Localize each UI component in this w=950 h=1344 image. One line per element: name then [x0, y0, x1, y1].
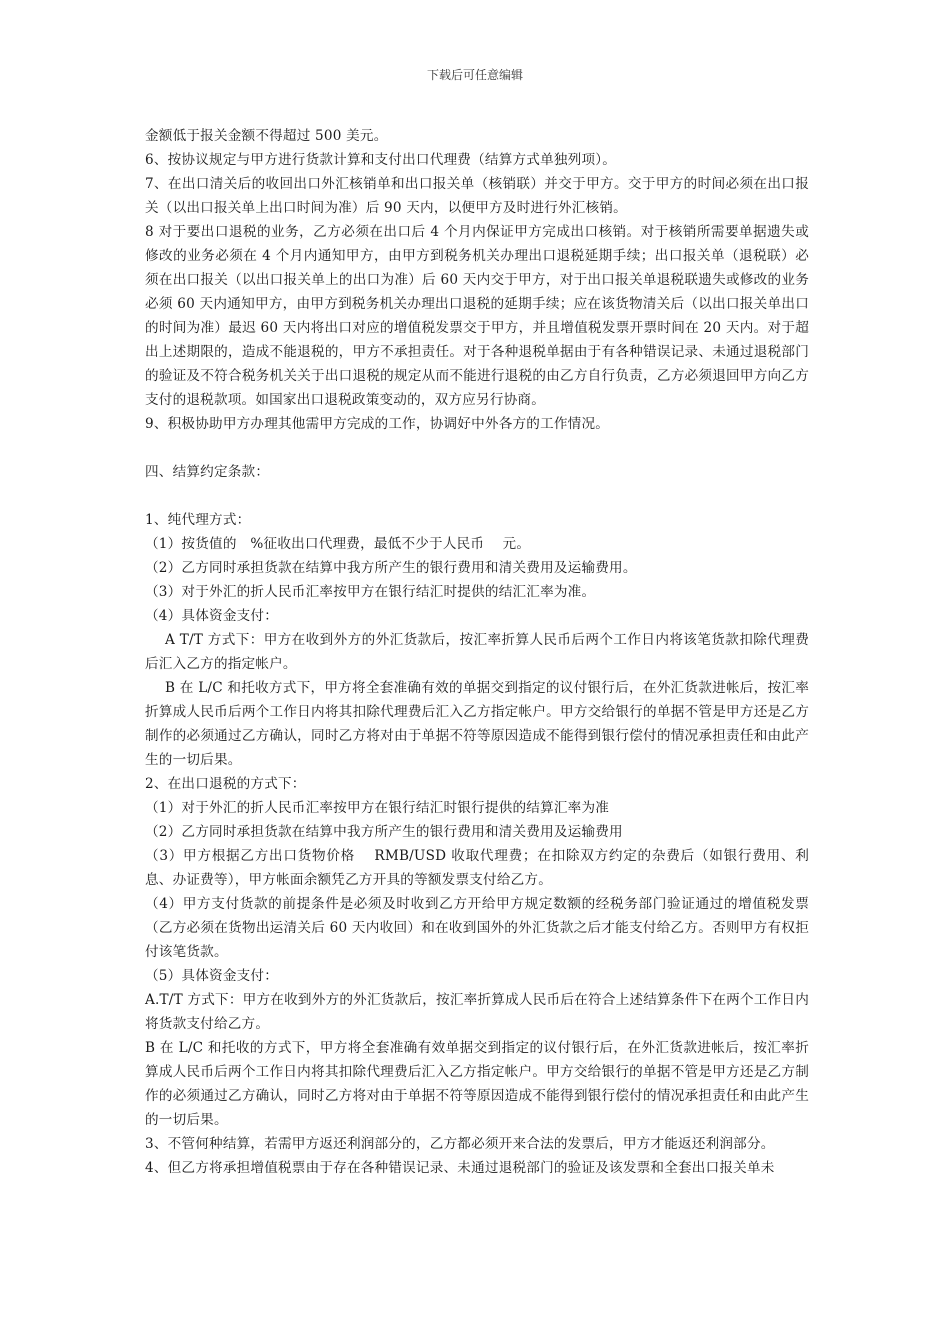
paragraph: B 在 L/C 和托收方式下，甲方将全套准确有效的单据交到指定的议付银行后，在外汇货款进帐后，按汇率折算成人民币后两个工作日内将其扣除代理费后汇入乙方指定帐户。甲方交给银行的单据不管是甲方还是乙方制作的必须通过乙方确认，同时乙方将对由于单据不符等原因造成不能得到银行偿付的情况承担责任和由此产生的一切后果。 [145, 680, 809, 768]
paragraph: 4、但乙方将承担增值税票由于存在各种错误记录、未通过退税部门的验证及该发票和全套出口报关单未 [145, 1160, 775, 1176]
paragraph: （3）对于外汇的折人民币汇率按甲方在银行结汇时提供的结汇汇率为准。 [145, 584, 596, 600]
paragraph: （3）甲方根据乙方出口货物价格 RMB/USD 收取代理费；在扣除双方约定的杂费后（如银行费用、利息、办证费等），甲方帐面余额凭乙方开具的等额发票支付给乙方。 [145, 848, 809, 888]
paragraph: A.T/T 方式下：甲方在收到外方的外汇货款后，按汇率折算成人民币后在符合上述结算条件下在两个工作日内将货款支付给乙方。 [145, 992, 809, 1032]
paragraph: （1）按货值的 %征收出口代理费，最低不少于人民币 元。 [145, 536, 531, 552]
paragraph: （4）具体资金支付： [145, 608, 278, 624]
paragraph: 6、按协议规定与甲方进行货款计算和支付出口代理费（结算方式单独列项）。 [145, 152, 617, 168]
paragraph: （4）甲方支付货款的前提条件是必须及时收到乙方开给甲方规定数额的经税务部门验证通过的增值税发票（乙方必须在货物出运清关后 60 天内收回）和在收到国外的外汇货款之后才能支付给乙方。否则甲方有权拒付该笔货款。 [145, 896, 809, 960]
paragraph: 8 对于要出口退税的业务，乙方必须在出口后 4 个月内保证甲方完成出口核销。对于核销所需要单据遗失或修改的业务必须在 4 个月内通知甲方，由甲方到税务机关办理出口退税延期手续；出口报关单（退税联）必须在出口报关（以出口报关单上的出口为准）后 60 天内交于甲方，对于出口报关单退税联遗失或修改的业务必须 60 天内通知甲方，由甲方到税务机关办理出口退税的延期手续；应在该货物清关后（以出口报关单出口的时间为准）最迟 60 天内将出口对应的增值税发票交于甲方，并且增值税发票开票时间在 20 天内。对于超出上述期限的，造成不能退税的，甲方不承担责任。对于各种退税单据由于有各种错误记录、未通过退税部门的验证及不符合税务机关关于出口退税的规定从而不能进行退税的由乙方自行负责，乙方必须退回甲方向乙方支付的退税款项。如国家出口退税政策变动的，双方应另行协商。 [145, 224, 809, 408]
paragraph: 7、在出口清关后的收回出口外汇核销单和出口报关单（核销联）并交于甲方。交于甲方的时间必须在出口报关（以出口报关单上出口时间为准）后 90 天内，以便甲方及时进行外汇核销。 [145, 176, 809, 216]
blank-line [145, 436, 809, 460]
paragraph: 2、在出口退税的方式下： [145, 776, 306, 792]
paragraph: （1）对于外汇的折人民币汇率按甲方在银行结汇时银行提供的结算汇率为准 [145, 800, 610, 816]
document-body [145, 124, 809, 1180]
paragraph: B 在 L/C 和托收的方式下，甲方将全套准确有效单据交到指定的议付银行后，在外汇货款进帐后，按汇率折算成人民币后两个工作日内将其扣除代理费后汇入乙方指定帐户。甲方交给银行的单据不管是甲方还是乙方制作的必须通过乙方确认，同时乙方将对由于单据不符等原因造成不能得到银行偿付的情况承担责任和由此产生的一切后果。 [145, 1040, 809, 1128]
blank-line [145, 484, 809, 508]
paragraph: 3、不管何种结算，若需甲方返还利润部分的，乙方都必须开来合法的发票后，甲方才能返还利润部分。 [145, 1136, 775, 1152]
paragraph: 1、纯代理方式： [145, 512, 251, 528]
paragraph: 金额低于报关金额不得超过 500 美元。 [145, 128, 388, 144]
paragraph: （5）具体资金支付： [145, 968, 278, 984]
paragraph: （2）乙方同时承担货款在结算中我方所产生的银行费用和清关费用及运输费用 [145, 824, 623, 840]
paragraph: 9、积极协助甲方办理其他需甲方完成的工作，协调好中外各方的工作情况。 [145, 416, 610, 432]
page-header: 下载后可任意编辑 [426, 68, 523, 82]
section-heading: 四、结算约定条款： [145, 464, 270, 480]
paragraph: A T/T 方式下：甲方在收到外方的外汇货款后，按汇率折算人民币后两个工作日内将该笔货款扣除代理费后汇入乙方的指定帐户。 [145, 632, 809, 672]
paragraph: （2）乙方同时承担货款在结算中我方所产生的银行费用和清关费用及运输费用。 [145, 560, 637, 576]
